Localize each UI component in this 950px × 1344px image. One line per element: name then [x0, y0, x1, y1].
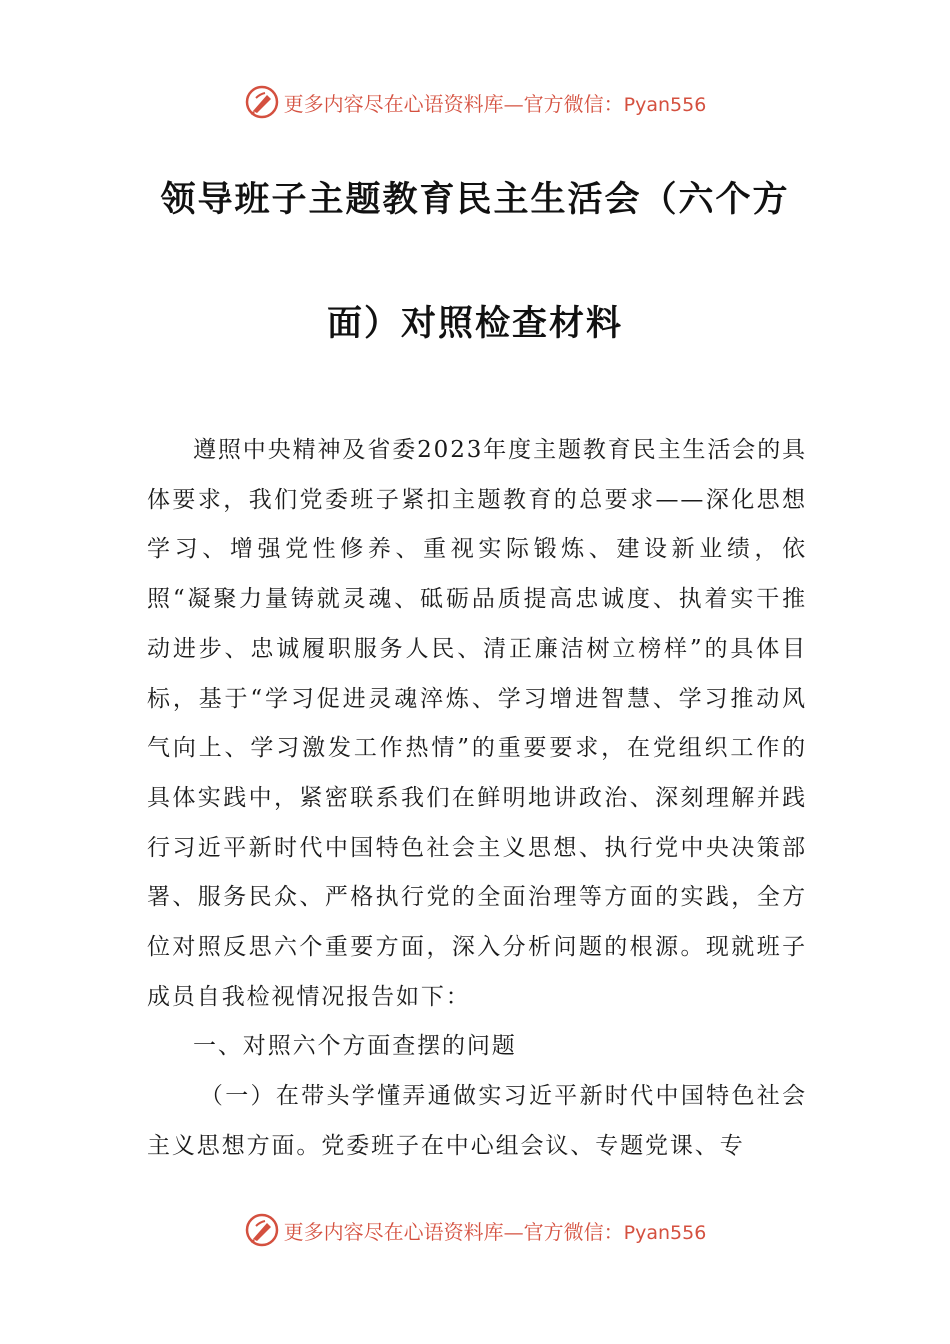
- document-title-line-1: 领导班子主题教育民主生活会（六个方: [160, 180, 790, 220]
- watermark-text: 更多内容尽在心语资料库—官方微信：Pyan556: [283, 91, 707, 116]
- intro-paragraph: 遵照中央精神及省委2023年度主题教育民主生活会的具体要求，我们党委班子紧扣主题教育的总要求——深化思想学习、增强党性修养、重视实际锻炼、建设新业绩，依照“凝聚力量铸就灵魂、砥砺品质提高忠诚度、执着实干推动进步、忠诚履职服务人民、清正廉洁树立榜样”的具体目标，基于“学习促进灵魂淬炼、学习增进智慧、学习推动风气向上、学习激发工作热情”的重要要求，在党组织工作的具体实践中，紧密联系我们在鲜明地讲政治、深刻理解并践行习近平新时代中国特色社会主义思想、执行党中央决策部署、服务民众、严格执行党的全面治理等方面的实践，全方位对照反思六个重要方面，深入分析问题的根源。现就班子成员自我检视情况报告如下：: [147, 437, 807, 1010]
- watermark-text: 更多内容尽在心语资料库—官方微信：Pyan556: [283, 1219, 707, 1244]
- section-heading: 一、对照六个方面查摆的问题: [193, 1033, 517, 1060]
- pen-logo-icon: [244, 1212, 280, 1248]
- watermark-banner-bottom: [0, 1210, 950, 1250]
- watermark-banner-top: [0, 82, 950, 122]
- watermark-handle: Pyan556: [623, 1221, 707, 1244]
- document-title-line-2: 面）对照检查材料: [326, 304, 623, 344]
- watermark-handle: Pyan556: [623, 93, 707, 116]
- pen-logo-icon: [244, 84, 280, 120]
- subsection-paragraph: （一）在带头学懂弄通做实习近平新时代中国特色社会主义思想方面。党委班子在中心组会议、专题党课、专: [147, 1083, 807, 1159]
- document-body: [147, 426, 807, 1172]
